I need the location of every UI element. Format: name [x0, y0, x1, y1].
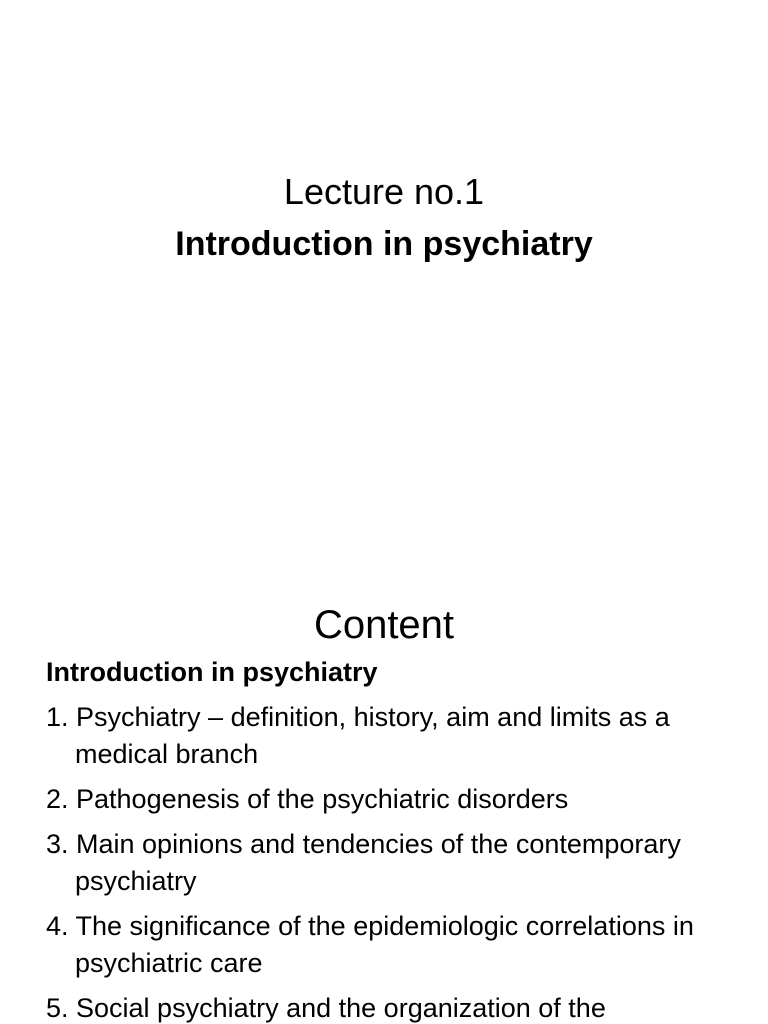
content-heading: Content — [313, 603, 455, 647]
content-body — [46, 654, 736, 1024]
topic-item-4: 4. The significance of the epidemiologic correlations in psychiatric care — [46, 911, 694, 978]
topic-item-1: 1. Psychiatry – definition, history, aim and limits as a medical branch — [46, 702, 670, 769]
lecture-number: Lecture no.1 — [283, 171, 485, 212]
content-slide — [0, 560, 768, 1024]
lecture-title: Introduction in psychiatry — [175, 225, 593, 263]
topic-item-5: 5. Social psychiatry and the organization of the — [46, 993, 606, 1023]
topic-item-2: 2. Pathogenesis of the psychiatric disorders — [46, 784, 569, 814]
section-label: Introduction in psychiatry — [46, 657, 378, 687]
topic-list — [46, 699, 736, 1024]
topic-item-3: 3. Main opinions and tendencies of the contemporary psychiatry — [46, 829, 681, 896]
